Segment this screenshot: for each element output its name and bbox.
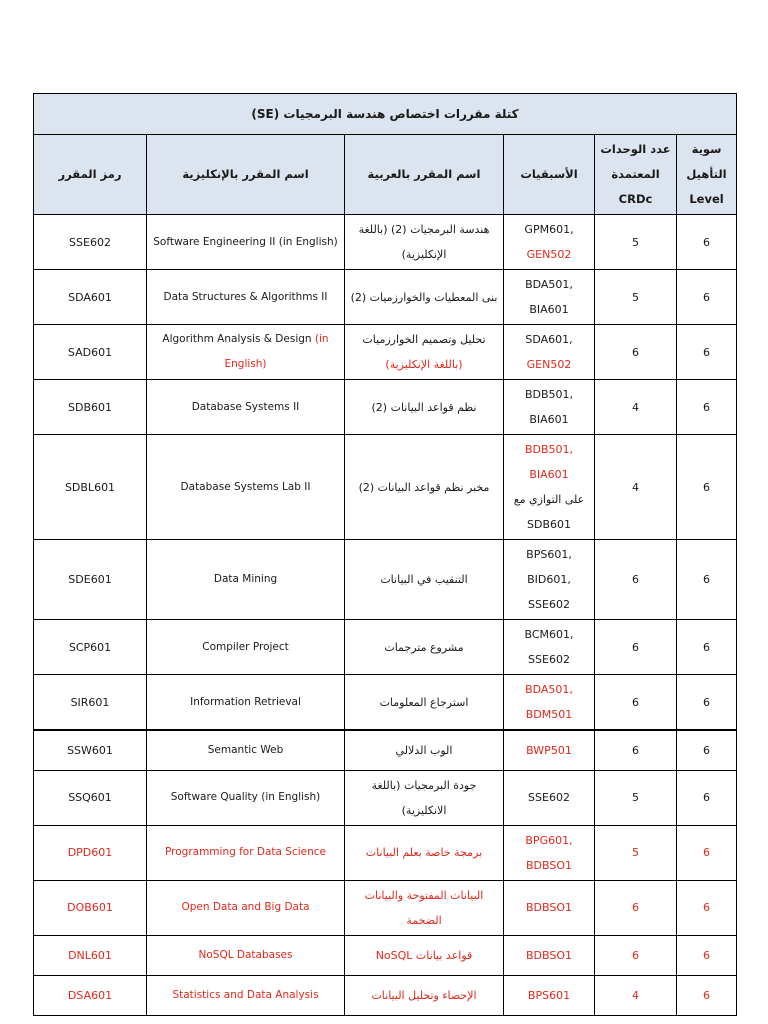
header-credits <box>595 135 677 215</box>
prereq-cell <box>504 435 595 540</box>
course-code-cell: DNL601 <box>34 935 147 975</box>
table-row <box>34 675 737 731</box>
table-row <box>34 540 737 620</box>
course-code-cell: SDB601 <box>34 380 147 435</box>
credits-cell: 6 <box>595 325 677 380</box>
prereq-line: BPG601, <box>525 833 573 847</box>
course-name-en-cell: Open Data and Big Data <box>147 880 345 935</box>
course-name-en-cell: Data Mining <box>147 540 345 620</box>
prereq-cell <box>504 675 595 731</box>
header-credits-line2: المعتمدة <box>611 167 660 181</box>
prereq-cell <box>504 620 595 675</box>
name-ar-line: الإنكليزية) <box>401 248 447 261</box>
prereq-line: BDBSO1 <box>525 858 572 872</box>
name-en-line: Algorithm Analysis & Design <box>162 333 315 345</box>
course-name-en-cell: Software Engineering II (in English) <box>147 215 345 270</box>
table-row <box>34 880 737 935</box>
header-prerequisites <box>504 135 595 215</box>
table-row <box>34 935 737 975</box>
course-name-ar-cell <box>345 325 504 380</box>
course-name-ar-cell <box>345 880 504 935</box>
name-ar-line: تحليل وتصميم الخوارزميات <box>362 333 486 346</box>
header-name-ar-text: اسم المقرر بالعربية <box>367 167 481 181</box>
prereq-line: BPS601, <box>526 548 572 561</box>
prereq-cell: BPS601 <box>504 975 595 1015</box>
credits-cell: 6 <box>595 675 677 731</box>
prereq-cell <box>504 270 595 325</box>
header-level-line3: Level <box>689 192 724 206</box>
table-row <box>34 380 737 435</box>
table-row <box>34 270 737 325</box>
level-cell: 6 <box>677 215 737 270</box>
credits-cell: 4 <box>595 380 677 435</box>
course-code-cell: DPD601 <box>34 825 147 880</box>
course-code-cell: DSA601 <box>34 975 147 1015</box>
name-en-line: (in <box>314 333 329 345</box>
course-code-cell: SDE601 <box>34 540 147 620</box>
credits-cell: 5 <box>595 270 677 325</box>
prereq-cell <box>504 215 595 270</box>
level-cell: 6 <box>677 675 737 731</box>
course-name-en-cell: Statistics and Data Analysis <box>147 975 345 1015</box>
level-cell: 6 <box>677 540 737 620</box>
course-name-ar-cell: قواعد بيانات NoSQL <box>345 935 504 975</box>
table-row <box>34 325 737 380</box>
name-ar-line: الضخمة <box>406 913 442 927</box>
prereq-cell <box>504 825 595 880</box>
table-row <box>34 215 737 270</box>
course-name-ar-cell: التنقيب في البيانات <box>345 540 504 620</box>
prereq-line: BDB501, BIA601 <box>524 443 574 481</box>
credits-cell: 5 <box>595 825 677 880</box>
table-row <box>34 730 737 770</box>
table-title: كتلة مقررات اختصاص هندسة البرمجيات (SE) <box>34 94 737 135</box>
prereq-cell: BDBSO1 <box>504 935 595 975</box>
prereq-line: BCM601, <box>524 628 574 641</box>
name-ar-line: البيانات المفتوحة والبيانات <box>364 888 484 902</box>
course-name-ar-cell: مخبر نظم قواعد البيانات (2) <box>345 435 504 540</box>
course-name-en-cell <box>147 325 345 380</box>
course-code-cell: SSE602 <box>34 215 147 270</box>
prereq-cell <box>504 325 595 380</box>
course-name-ar-cell: بنى المعطيات والخوارزميات (2) <box>345 270 504 325</box>
level-cell: 6 <box>677 770 737 825</box>
level-cell: 6 <box>677 270 737 325</box>
name-en-line: English) <box>224 358 267 370</box>
table-row <box>34 435 737 540</box>
course-name-en-cell: Database Systems Lab II <box>147 435 345 540</box>
header-course-code <box>34 135 147 215</box>
header-code-text: رمز المقرر <box>58 167 122 181</box>
prereq-line: BDA501, <box>525 278 573 291</box>
credits-cell: 6 <box>595 880 677 935</box>
level-cell: 6 <box>677 325 737 380</box>
name-ar-line: (باللغة الإنكليزية) <box>385 358 463 371</box>
course-code-cell: SDBL601 <box>34 435 147 540</box>
course-code-cell: SSQ601 <box>34 770 147 825</box>
table-row <box>34 770 737 825</box>
course-name-ar-cell <box>345 215 504 270</box>
header-credits-line3: CRDc <box>618 192 653 206</box>
prereq-line: SSE602 <box>528 653 570 666</box>
credits-cell: 6 <box>595 540 677 620</box>
course-name-en-cell: NoSQL Databases <box>147 935 345 975</box>
prereq-line: BDA501, <box>525 683 573 696</box>
prereq-line: BIA601 <box>529 303 569 316</box>
table-row <box>34 975 737 1015</box>
header-name-en-text: اسم المقرر بالإنكليزية <box>182 167 309 181</box>
prereq-line: GEN502 <box>526 248 572 261</box>
course-name-en-cell: Programming for Data Science <box>147 825 345 880</box>
course-name-en-cell: Data Structures & Algorithms II <box>147 270 345 325</box>
level-cell: 6 <box>677 620 737 675</box>
table-row <box>34 620 737 675</box>
header-credits-line1: عدد الوحدات <box>600 142 671 156</box>
level-cell: 6 <box>677 380 737 435</box>
course-code-cell: SDA601 <box>34 270 147 325</box>
credits-cell: 6 <box>595 935 677 975</box>
prereq-line: SDA601, <box>525 333 573 346</box>
level-cell: 6 <box>677 880 737 935</box>
credits-cell: 5 <box>595 215 677 270</box>
level-cell: 6 <box>677 435 737 540</box>
course-name-ar-cell: نظم قواعد البيانات (2) <box>345 380 504 435</box>
prereq-line: على التوازي مع <box>513 493 585 506</box>
header-name-english <box>147 135 345 215</box>
level-cell: 6 <box>677 825 737 880</box>
header-prereq-text: الأسبقيات <box>520 167 578 181</box>
credits-cell: 5 <box>595 770 677 825</box>
course-name-ar-cell: استرجاع المعلومات <box>345 675 504 731</box>
course-code-cell: DOB601 <box>34 880 147 935</box>
course-code-cell: SCP601 <box>34 620 147 675</box>
course-code-cell: SIR601 <box>34 675 147 731</box>
prereq-line: BDM501 <box>525 708 573 721</box>
prereq-cell: BDB501, BIA601 <box>504 380 595 435</box>
name-ar-line: هندسة البرمجيات (2) (باللغة <box>358 223 490 236</box>
level-cell: 6 <box>677 730 737 770</box>
prereq-line: SDB601 <box>527 518 571 531</box>
course-name-en-cell: Compiler Project <box>147 620 345 675</box>
prereq-cell: BDBSO1 <box>504 880 595 935</box>
prereq-cell: BWP501 <box>504 730 595 770</box>
header-level-line2: التأهيل <box>686 167 727 181</box>
course-name-ar-cell: الإحصاء وتحليل البيانات <box>345 975 504 1015</box>
course-name-en-cell: Semantic Web <box>147 730 345 770</box>
table-row <box>34 825 737 880</box>
course-table <box>33 93 737 1016</box>
level-cell: 6 <box>677 935 737 975</box>
prereq-line: GEN502 <box>526 358 572 371</box>
credits-cell: 4 <box>595 975 677 1015</box>
course-name-ar-cell: الوب الدلالي <box>345 730 504 770</box>
credits-cell: 4 <box>595 435 677 540</box>
course-name-en-cell: Software Quality (in English) <box>147 770 345 825</box>
course-name-en-cell: Database Systems II <box>147 380 345 435</box>
credits-cell: 6 <box>595 620 677 675</box>
credits-cell: 6 <box>595 730 677 770</box>
course-name-ar-cell: مشروع مترجمات <box>345 620 504 675</box>
level-cell: 6 <box>677 975 737 1015</box>
course-code-cell: SAD601 <box>34 325 147 380</box>
course-name-ar-cell: جودة البرمجيات (باللغة الانكليزية) <box>345 770 504 825</box>
header-name-arabic <box>345 135 504 215</box>
prereq-cell <box>504 540 595 620</box>
course-name-ar-cell: برمجة خاصة بعلم البيانات <box>345 825 504 880</box>
header-level <box>677 135 737 215</box>
prereq-line: GPM601, <box>524 223 574 236</box>
course-name-en-cell: Information Retrieval <box>147 675 345 731</box>
prereq-cell: SSE602 <box>504 770 595 825</box>
course-code-cell: SSW601 <box>34 730 147 770</box>
header-level-line1: سوية <box>691 142 722 156</box>
prereq-line: BID601, SSE602 <box>527 573 571 611</box>
